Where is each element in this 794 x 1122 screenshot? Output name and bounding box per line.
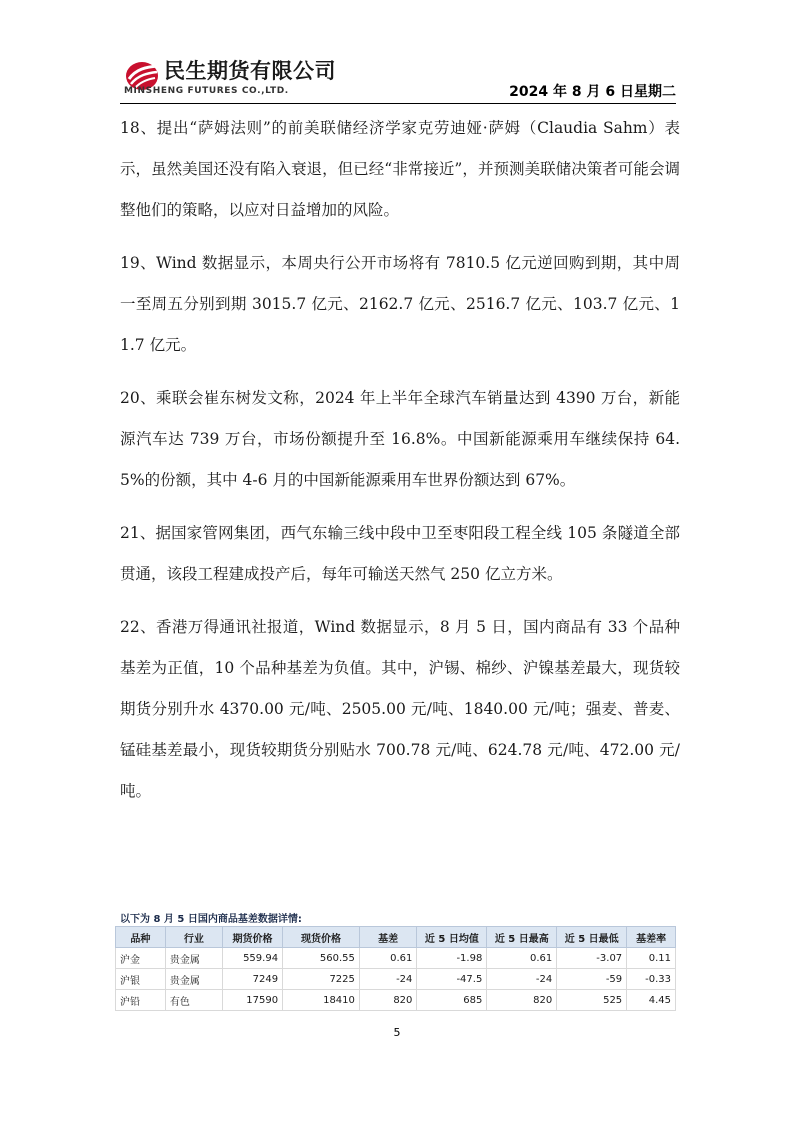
cell-5d-high: 0.61 (487, 948, 557, 969)
cell-futures-price: 17590 (222, 990, 282, 1011)
news-item-19: 19、Wind 数据显示，本周央行公开市场将有 7810.5 亿元逆回购到期，其中周一至周五分别到期 3015.7 亿元、2162.7 亿元、2516.7 亿元、103.7 亿元、11.7 亿元。 (120, 254, 680, 354)
company-logo (124, 55, 364, 101)
header-variety: 品种 (116, 927, 166, 948)
table-row (116, 948, 676, 969)
table-header-row (116, 927, 676, 948)
cell-5d-high: -24 (487, 969, 557, 990)
page-number: 5 (393, 1026, 401, 1039)
cell-5d-low: -59 (557, 969, 627, 990)
header-5d-avg: 近 5 日均值 (417, 927, 487, 948)
cell-5d-avg: -1.98 (417, 948, 487, 969)
report-date: 2024 年 8 月 6 日星期二 (509, 84, 676, 100)
cell-5d-avg: 685 (417, 990, 487, 1011)
news-item-18: 18、提出“萨姆法则”的前美联储经济学家克劳迪娅·萨姆（Claudia Sahm）表示，虽然美国还没有陷入衰退，但已经“非常接近”，并预测美联储决策者可能会调整他们的策略，以应对日益增加的风险。 (120, 119, 680, 219)
news-item-20: 20、乘联会崔东树发文称，2024 年上半年全球汽车销量达到 4390 万台，新能源汽车达 739 万台，市场份额提升至 16.8%。中国新能源乘用车继续保持 64.5%的份额，其中 4-6 月的中国新能源乘用车世界份额达到 67%。 (120, 389, 680, 489)
header-futures-price: 期货价格 (222, 927, 282, 948)
news-item-21: 21、据国家管网集团，西气东输三线中段中卫至枣阳段工程全线 105 条隧道全部贯通，该段工程建成投产后，每年可输送天然气 250 亿立方米。 (120, 524, 680, 583)
page-header (120, 55, 676, 105)
cell-futures-price: 559.94 (222, 948, 282, 969)
header-divider (120, 103, 676, 104)
cell-5d-high: 820 (487, 990, 557, 1011)
cell-basis: 820 (359, 990, 417, 1011)
cell-basis: -24 (359, 969, 417, 990)
cell-spot-price: 560.55 (283, 948, 360, 969)
cell-variety: 沪银 (116, 969, 166, 990)
cell-spot-price: 7225 (283, 969, 360, 990)
cell-basis-rate: 0.11 (627, 948, 676, 969)
header-industry: 行业 (165, 927, 222, 948)
table-caption: 以下为 8 月 5 日国内商品基差数据详情: (120, 914, 302, 925)
basis-data-table (115, 926, 676, 1011)
header-spot-price: 现货价格 (283, 927, 360, 948)
table-row (116, 990, 676, 1011)
cell-basis-rate: -0.33 (627, 969, 676, 990)
cell-variety: 沪金 (116, 948, 166, 969)
cell-5d-low: -3.07 (557, 948, 627, 969)
header-basis: 基差 (359, 927, 417, 948)
company-name-cn: 民生期货有限公司 (164, 59, 336, 83)
cell-basis: 0.61 (359, 948, 417, 969)
cell-industry: 贵金属 (165, 969, 222, 990)
cell-5d-avg: -47.5 (417, 969, 487, 990)
company-name-en: MINSHENG FUTURES CO.,LTD. (124, 86, 289, 96)
header-5d-high: 近 5 日最高 (487, 927, 557, 948)
header-basis-rate: 基差率 (627, 927, 676, 948)
cell-industry: 贵金属 (165, 948, 222, 969)
cell-futures-price: 7249 (222, 969, 282, 990)
header-5d-low: 近 5 日最低 (557, 927, 627, 948)
cell-5d-low: 525 (557, 990, 627, 1011)
table-row (116, 969, 676, 990)
cell-variety: 沪铅 (116, 990, 166, 1011)
news-item-22: 22、香港万得通讯社报道，Wind 数据显示，8 月 5 日，国内商品有 33 个品种基差为正值，10 个品种基差为负值。其中，沪锡、棉纱、沪镍基差最大，现货较期货分别升水 4370.00 元/吨、2505.00 元/吨、1840.00 元/吨；强麦、普麦、锰硅基差最小，现货较期货分别贴水 700.78 元/吨、624.78 元/吨、472.00 元/吨。 (120, 618, 680, 800)
cell-basis-rate: 4.45 (627, 990, 676, 1011)
main-content (120, 108, 680, 824)
cell-industry: 有色 (165, 990, 222, 1011)
cell-spot-price: 18410 (283, 990, 360, 1011)
